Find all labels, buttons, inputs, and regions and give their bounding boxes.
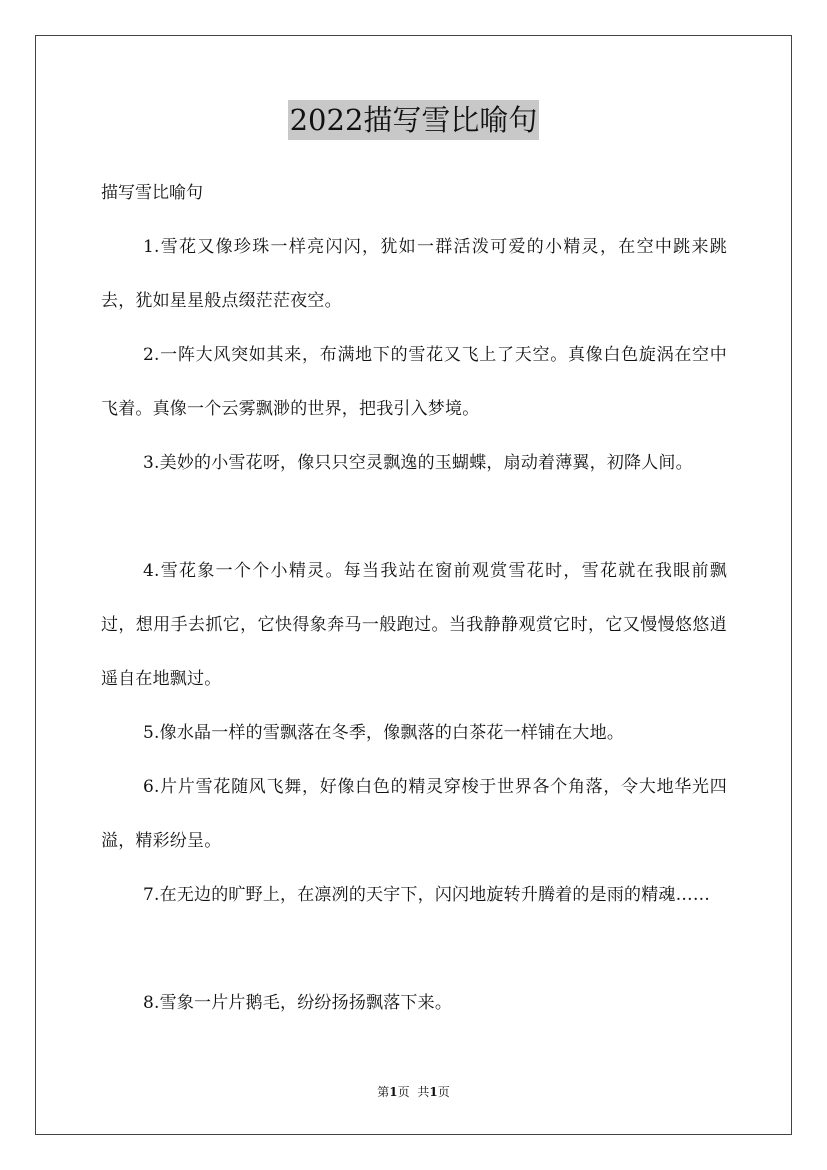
footer-page-suffix: 页 [397, 1085, 410, 1099]
footer-page-prefix: 第 [377, 1085, 390, 1099]
paragraph-4: 4.雪花象一个个小精灵。每当我站在窗前观赏雪花时，雪花就在我眼前飘过，想用手去抓它，它快得象奔马一般跑过。当我静静观赏它时，它又慢慢悠悠逍遥自在地飘过。 [101, 561, 727, 689]
document-subtitle: 描写雪比喻句 [101, 183, 203, 203]
paragraph-5: 5.像水晶一样的雪飘落在冬季，像飘落的白茶花一样铺在大地。 [143, 723, 625, 743]
paragraph-7: 7.在无边的旷野上，在凛冽的天宇下，闪闪地旋转升腾着的是雨的精魂…… [143, 885, 711, 905]
page-footer [0, 1083, 827, 1101]
paragraph-8: 8.雪象一片片鹅毛，纷纷扬扬飘落下来。 [143, 993, 453, 1013]
footer-total-number: 1 [429, 1085, 438, 1099]
footer-page-number: 1 [389, 1085, 398, 1099]
title-container [0, 100, 827, 140]
paragraph-3: 3.美妙的小雪花呀，像只只空灵飘逸的玉蝴蝶，扇动着薄翼，初降人间。 [143, 453, 693, 473]
paragraph-1: 1.雪花又像珍珠一样亮闪闪，犹如一群活泼可爱的小精灵，在空中跳来跳去，犹如星星般点缀茫茫夜空。 [101, 237, 727, 311]
paragraph-6: 6.片片雪花随风飞舞，好像白色的精灵穿梭于世界各个角落，令大地华光四溢，精彩纷呈。 [101, 777, 727, 851]
paragraph-2: 2.一阵大风突如其来，布满地下的雪花又飞上了天空。真像白色旋涡在空中飞着。真像一个云雾飘渺的世界，把我引入梦境。 [101, 345, 727, 419]
footer-total-suffix: 页 [437, 1085, 450, 1099]
footer-total-prefix: 共 [417, 1085, 430, 1099]
document-title: 2022描写雪比喻句 [288, 100, 540, 140]
